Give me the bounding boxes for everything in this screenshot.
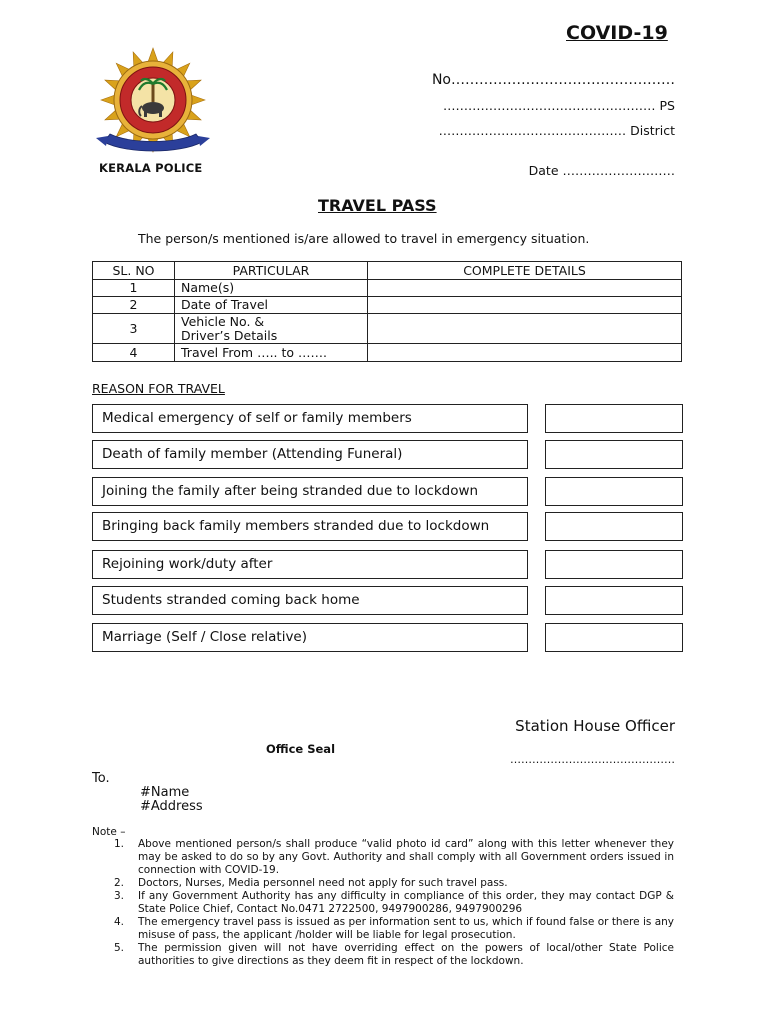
row-particular: Date of Travel bbox=[175, 297, 368, 314]
kerala-police-emblem-icon bbox=[96, 46, 210, 160]
note-number: 1. bbox=[114, 838, 125, 850]
list-item bbox=[92, 916, 674, 942]
note-text: The emergency travel pass is issued as per information sent to us, which if found false or there is any misuse of pass, the applicant /holder will be liable for legal prosecution. bbox=[138, 916, 674, 941]
org-name: KERALA POLICE bbox=[99, 161, 203, 175]
reason-checkbox[interactable] bbox=[545, 404, 683, 433]
note-number: 4. bbox=[114, 916, 125, 928]
note-text: Above mentioned person/s shall produce “valid photo id card” along with this letter whenever they may be asked to do so by any Govt. Authority and shall comply with all Government orders issued in connection with COVID-19. bbox=[138, 838, 674, 876]
note-heading: Note – bbox=[92, 826, 126, 838]
date-field: Date ……………………… bbox=[528, 163, 675, 178]
row-particular-line2: Driver’s Details bbox=[181, 327, 278, 343]
row-details[interactable] bbox=[368, 297, 682, 314]
row-details[interactable] bbox=[368, 344, 682, 362]
station-house-officer-label: Station House Officer bbox=[515, 717, 675, 735]
recipient-name: #Name bbox=[140, 785, 190, 800]
reasons-heading: REASON FOR TRAVEL bbox=[92, 381, 225, 396]
reason-label: Bringing back family members stranded due to lockdown bbox=[92, 512, 528, 541]
intro-text: The person/s mentioned is/are allowed to travel in emergency situation. bbox=[138, 231, 590, 246]
note-text: If any Government Authority has any difficulty in compliance of this order, they may contact DGP & State Police Chief, Contact No.0471 2722500, 9497900286, 9497900296 bbox=[138, 890, 674, 915]
reason-checkbox[interactable] bbox=[545, 440, 683, 469]
reason-label: Rejoining work/duty after bbox=[92, 550, 528, 579]
reason-label: Marriage (Self / Close relative) bbox=[92, 623, 528, 652]
note-text: Doctors, Nurses, Media personnel need not apply for such travel pass. bbox=[138, 877, 508, 889]
table-header-row bbox=[93, 262, 682, 280]
column-header-complete-details: COMPLETE DETAILS bbox=[368, 262, 682, 280]
row-particular: Name(s) bbox=[175, 280, 368, 297]
column-header-particular: PARTICULAR bbox=[175, 262, 368, 280]
column-header-sl-no: SL. NO bbox=[93, 262, 175, 280]
row-number: 1 bbox=[93, 280, 175, 297]
covid-heading: COVID-19 bbox=[566, 22, 668, 44]
reason-checkbox[interactable] bbox=[545, 512, 683, 541]
reason-label: Death of family member (Attending Funeral) bbox=[92, 440, 528, 469]
reason-checkbox[interactable] bbox=[545, 586, 683, 615]
row-number: 2 bbox=[93, 297, 175, 314]
reason-checkbox[interactable] bbox=[545, 477, 683, 506]
list-item bbox=[92, 890, 674, 916]
row-particular: Travel From ….. to ……. bbox=[175, 344, 368, 362]
reference-number-field: No………………………………………… bbox=[431, 72, 675, 88]
table-row bbox=[93, 280, 682, 297]
to-label: To. bbox=[92, 771, 110, 786]
list-item bbox=[92, 877, 674, 890]
note-number: 5. bbox=[114, 942, 125, 954]
district-field: ……………………………………… District bbox=[438, 123, 675, 138]
reason-label: Students stranded coming back home bbox=[92, 586, 528, 615]
reason-label: Joining the family after being stranded due to lockdown bbox=[92, 477, 528, 506]
row-number: 4 bbox=[93, 344, 175, 362]
note-number: 3. bbox=[114, 890, 125, 902]
office-seal-label: Office Seal bbox=[266, 742, 336, 756]
note-text: The permission given will not have overriding effect on the powers of local/other State Police authorities to give directions as they deem fit in respect of the lockdown. bbox=[138, 942, 674, 967]
details-table bbox=[92, 261, 682, 362]
page-title: TRAVEL PASS bbox=[318, 196, 437, 215]
table-row bbox=[93, 344, 682, 362]
reason-checkbox[interactable] bbox=[545, 623, 683, 652]
police-station-field: …………………………………………… PS bbox=[443, 98, 675, 113]
reason-label: Medical emergency of self or family members bbox=[92, 404, 528, 433]
row-details[interactable] bbox=[368, 280, 682, 297]
row-particular bbox=[175, 314, 368, 344]
list-item bbox=[92, 942, 674, 968]
note-number: 2. bbox=[114, 877, 125, 889]
table-row bbox=[93, 314, 682, 344]
row-particular-line1: Vehicle No. & bbox=[181, 313, 265, 329]
list-item bbox=[92, 838, 674, 877]
reason-checkbox[interactable] bbox=[545, 550, 683, 579]
notes-list bbox=[92, 838, 674, 968]
row-number: 3 bbox=[93, 314, 175, 344]
row-details[interactable] bbox=[368, 314, 682, 344]
table-row bbox=[93, 297, 682, 314]
signature-line: ……………………………………… bbox=[510, 753, 675, 766]
recipient-address: #Address bbox=[140, 799, 203, 814]
